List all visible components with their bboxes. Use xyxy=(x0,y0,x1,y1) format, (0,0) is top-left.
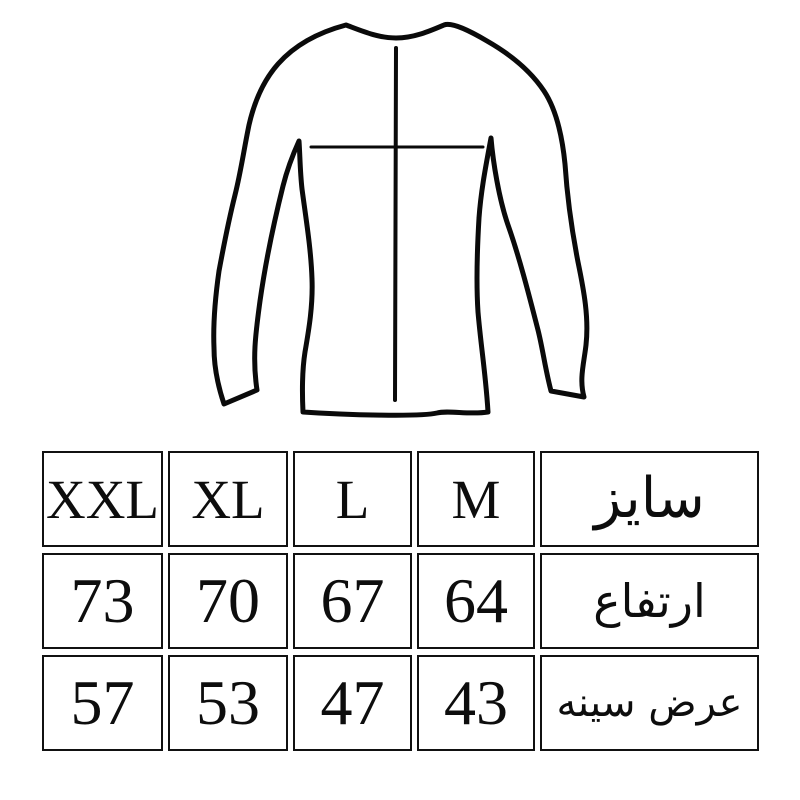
size-table xyxy=(42,451,759,751)
size-table-header-cell-xl: XL xyxy=(168,451,288,547)
size-table-cell-height-m: 64 xyxy=(417,553,535,649)
height-measure-line xyxy=(395,48,396,400)
size-table-header-cell-l: L xyxy=(293,451,412,547)
size-table-cell-height-xxl: 73 xyxy=(42,553,163,649)
size-table-header-cell-xxl: XXL xyxy=(42,451,163,547)
size-table-header-cell-size-label: سایز xyxy=(540,451,759,547)
size-table-header-cell-m: M xyxy=(417,451,535,547)
size-table-cell-chest-xl: 53 xyxy=(168,655,288,751)
size-table-row-label-height: ارتفاع xyxy=(540,553,759,649)
size-table-cell-chest-xxl: 57 xyxy=(42,655,163,751)
size-table-row-label-chest-width: عرض سینه xyxy=(540,655,759,751)
size-table-cell-height-l: 67 xyxy=(293,553,412,649)
size-table-cell-height-xl: 70 xyxy=(168,553,288,649)
size-table-cell-chest-m: 43 xyxy=(417,655,535,751)
size-table-cell-chest-l: 47 xyxy=(293,655,412,751)
shirt-outline xyxy=(214,24,587,415)
